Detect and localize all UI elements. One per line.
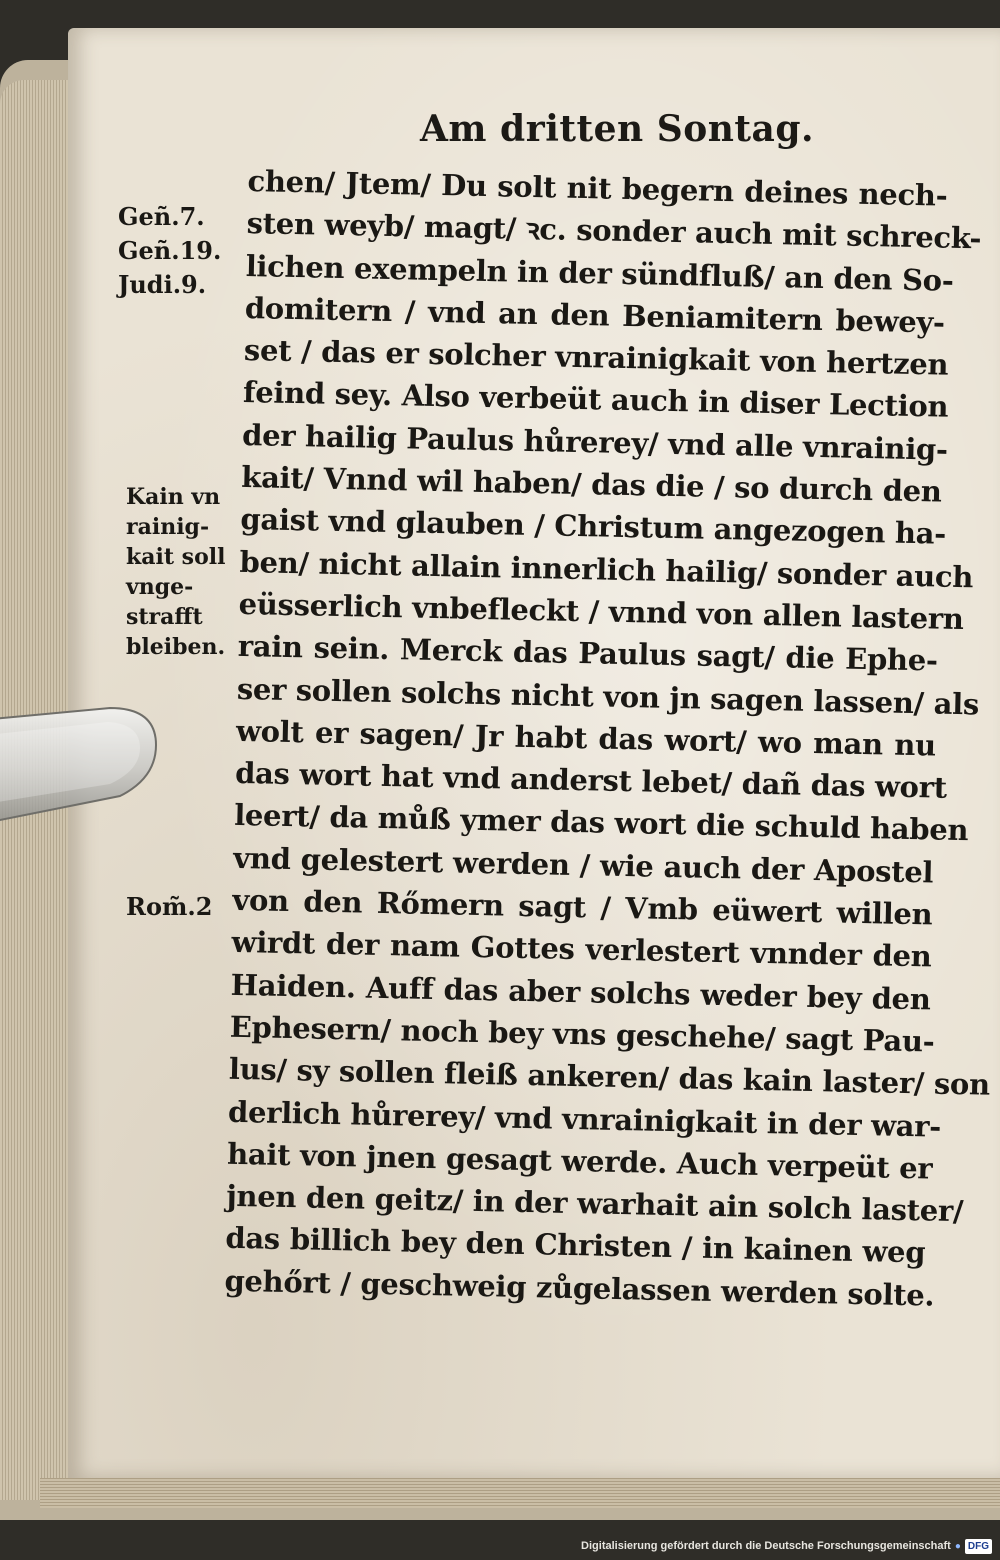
text-line: rain sein. Merck das Paulus sagt/ die Ephe-	[237, 629, 939, 678]
text-line: das wort hat vnd anderst lebet/ dañ das wort	[234, 756, 948, 805]
marginal-ref-gen19: Geñ.19.	[118, 236, 222, 265]
text-line: hait von jnen gesagt werde. Auch verpeüt er	[226, 1136, 933, 1186]
running-head: Am dritten Sontag.	[420, 108, 815, 150]
separator-dot-icon: ●	[954, 1540, 961, 1552]
marginal-ref-gen7: Geñ.7.	[118, 202, 205, 231]
text-line: von den Rőmern sagt / Vmb eüwert willen	[232, 882, 933, 932]
text-line: lichen exempeln in der sündfluß/ an den So-	[245, 248, 954, 298]
text-line: feind sey. Also verbeüt auch in diser Lection	[242, 375, 949, 425]
text-line: set / das er solcher vnrainigkait von hertzen	[243, 333, 949, 382]
marginal-note-line: bleiben.	[126, 634, 226, 660]
text-line: lus/ sy sollen fleiß ankeren/ das kain laster/ son	[228, 1052, 991, 1102]
text-line: wolt er sagen/ Jr habt das wort/ wo man nu	[235, 713, 937, 763]
text-line: leert/ da můß ymer das wort die schuld haben	[233, 798, 969, 848]
marginal-note-line: strafft	[126, 604, 203, 630]
text-line: Haiden. Auff das aber solchs weder bey den	[230, 967, 931, 1017]
marginal-note	[126, 482, 225, 662]
marginal-references	[118, 200, 221, 302]
marginal-ref-rom2: Rom̃.2	[126, 892, 213, 921]
text-line: sten weyb/ magt/ ꝛc. sonder auch mit schreck-	[246, 206, 982, 256]
text-line: eüsserlich vnbefleckt / vnnd von allen lastern	[238, 586, 964, 637]
text-line: domitern / vnd an den Beniamitern bewey-	[244, 290, 946, 340]
marginal-note-line: kait soll	[126, 544, 226, 570]
text-line: ser sollen solchs nicht von jn sagen lassen/ als	[236, 671, 980, 721]
digitization-credit	[581, 1536, 992, 1556]
page-clip	[0, 700, 160, 830]
text-line: ben/ nicht allain innerlich hailig/ sonder auch	[239, 544, 974, 594]
text-line: wirdt der nam Gottes verlestert vnnder den	[231, 925, 932, 974]
text-line: kait/ Vnnd wil haben/ das die / so durch den	[241, 460, 942, 509]
marginal-note-line: vnge-	[126, 574, 194, 600]
marginal-note-line: rainig-	[126, 514, 210, 540]
text-line: derlich hůrerey/ vnd vnrainigkait in der war-	[227, 1094, 942, 1144]
text-line: Ephesern/ noch bey vns geschehe/ sagt Pau-	[229, 1009, 935, 1059]
marginal-note-line: Kain vn	[126, 484, 221, 510]
dfg-logo: DFG	[965, 1539, 992, 1554]
text-line: gehőrt / geschweig zůgelassen werden solte.	[224, 1263, 935, 1313]
text-line: vnd gelestert werden / wie auch der Apostel	[233, 840, 934, 890]
credit-text: Digitalisierung gefördert durch die Deutsche Forschungsgemeinschaft	[581, 1540, 951, 1552]
text-line: chen/ Jtem/ Du solt nit begern deines nech-	[247, 163, 948, 213]
body-text	[224, 160, 991, 1316]
marginal-ref-judi9: Judi.9.	[118, 270, 207, 299]
text-line: jnen den geitz/ in der warhait ain solch laster/	[225, 1178, 964, 1229]
text-line: der hailig Paulus hůrerey/ vnd alle vnrainig-	[241, 417, 949, 467]
text-line: gaist vnd glauben / Christum angezogen ha-	[240, 502, 947, 552]
text-line: das billich bey den Christen / in kainen weg	[225, 1221, 926, 1270]
bottom-page-edges	[40, 1478, 1000, 1508]
